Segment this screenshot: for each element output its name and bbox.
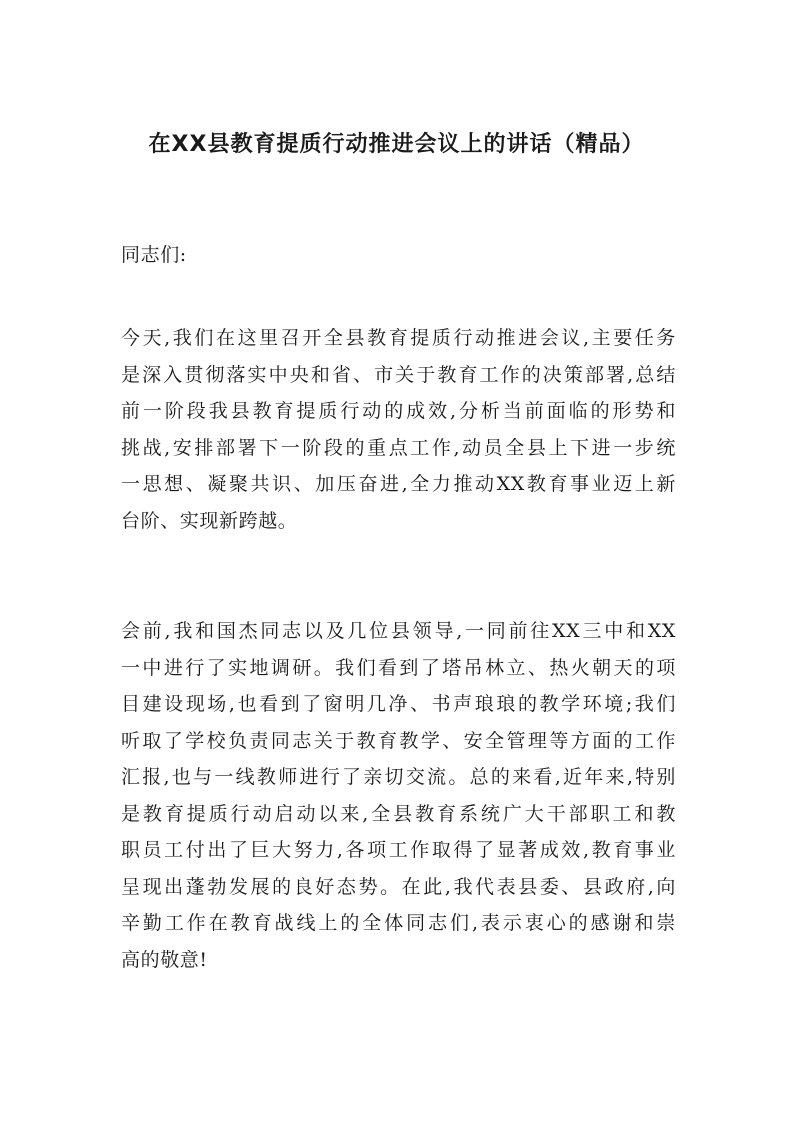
paragraph-line: 是深入贯彻落实中央和省、市关于教育工作的决策部署,总结 <box>121 363 676 386</box>
document-title: 在XX县教育提质行动推进会议上的讲话（精品） <box>148 132 645 157</box>
paragraph-line: 辛勤工作在教育战线上的全体同志们,表示衷心的感谢和崇 <box>121 912 676 934</box>
paragraph-line: 职员工付出了巨大努力,各项工作取得了显著成效,教育事业 <box>121 839 676 861</box>
paragraph-line: 会前,我和国杰同志以及几位县领导,一同前往XX三中和XX <box>121 620 676 642</box>
paragraph-line: 汇报,也与一线教师进行了亲切交流。总的来看,近年来,特别 <box>121 766 676 788</box>
paragraph-line: 台阶、实现新跨越。 <box>121 509 298 532</box>
paragraph-line: 高的敬意! <box>121 948 208 971</box>
paragraph-line: 目建设现场,也看到了窗明几净、书声琅琅的教学环境;我们 <box>121 693 676 715</box>
paragraph-line: 听取了学校负责同志关于教育教学、安全管理等方面的工作 <box>121 729 676 752</box>
paragraph-line: 今天,我们在这里召开全县教育提质行动推进会议,主要任务 <box>121 327 676 349</box>
paragraph-line: 一中进行了实地调研。我们看到了塔吊林立、热火朝天的项 <box>121 656 676 679</box>
paragraph-2 <box>121 613 676 978</box>
salutation-text: 同志们: <box>121 244 187 266</box>
paragraph-line: 前一阶段我县教育提质行动的成效,分析当前面临的形势和 <box>121 400 676 422</box>
paragraph-1 <box>121 320 676 539</box>
paragraph-line: 一思想、凝聚共识、加压奋进,全力推动XX教育事业迈上新 <box>121 473 676 495</box>
salutation <box>121 237 676 274</box>
paragraph-line: 是教育提质行动启动以来,全县教育系统广大干部职工和教 <box>121 802 676 825</box>
paragraph-line: 呈现出蓬勃发展的良好态势。在此,我代表县委、县政府,向 <box>121 875 676 898</box>
paragraph-line: 挑战,安排部署下一阶段的重点工作,动员全县上下进一步统 <box>121 436 676 459</box>
